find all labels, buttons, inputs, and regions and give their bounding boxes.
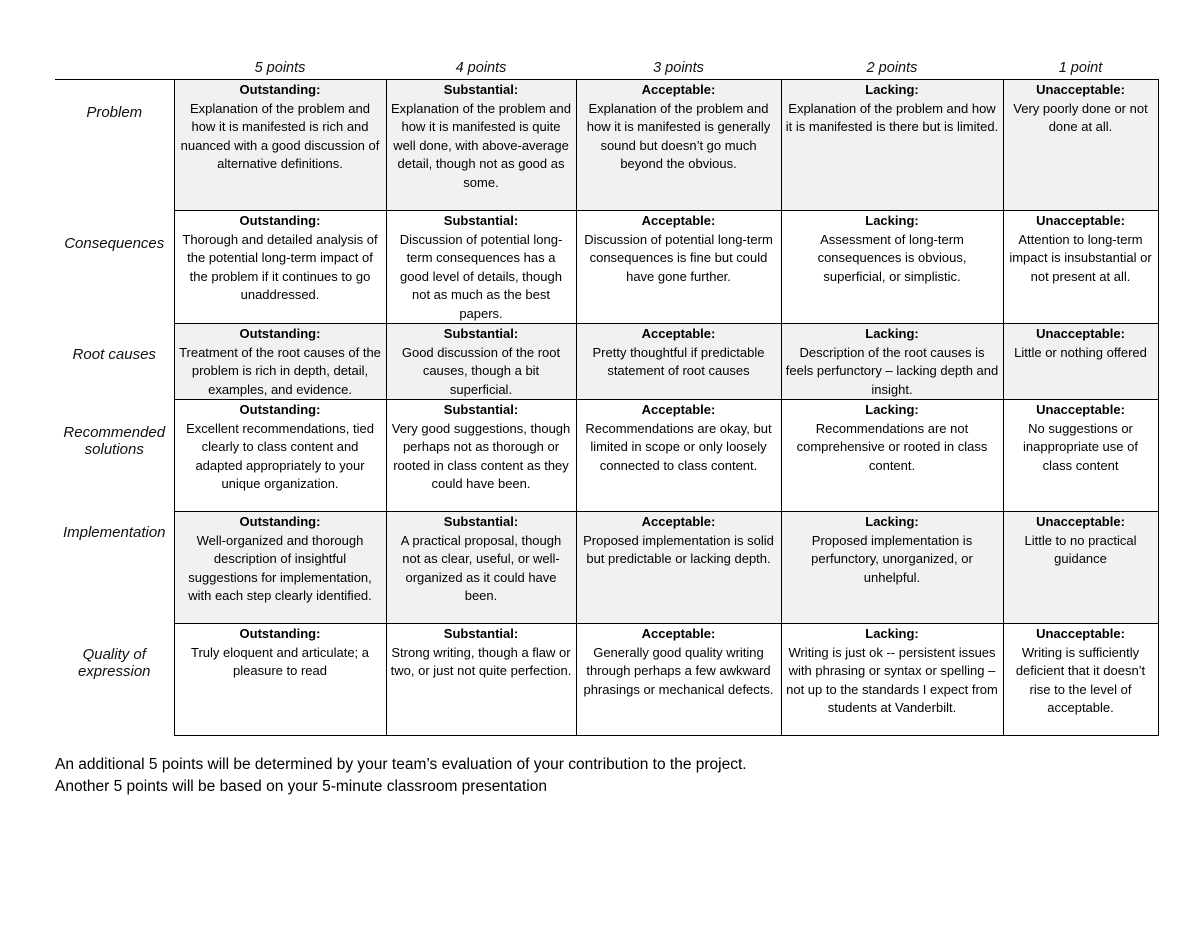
rubric-cell-unacceptable [1003, 400, 1158, 512]
rating-description: Proposed implementation is solid but predictable or lacking depth. [583, 532, 774, 566]
rating-label: Lacking: [865, 213, 919, 228]
footnote-presentation: Another 5 points will be based on your 5-minute classroom presentation [55, 778, 547, 795]
header-row [55, 53, 1158, 80]
header-2-points: 2 points [781, 53, 1003, 80]
rating-label: Substantial: [443, 514, 519, 529]
rating-description: Pretty thoughtful if predictable statement of root causes [592, 344, 765, 378]
rating-description: Well-organized and thorough description of insightful suggestions for implementation, with each step clearly identified. [188, 532, 372, 603]
rating-description: Thorough and detailed analysis of the potential long-term impact of the problem if it continues to go unaddressed. [182, 231, 378, 302]
rubric-cell-acceptable [576, 512, 781, 624]
rating-label: Outstanding: [239, 213, 321, 228]
rubric-cell-outstanding [174, 80, 386, 211]
rating-description: Strong writing, though a flaw or two, or just not quite perfection. [390, 644, 572, 678]
rating-description: Very poorly done or not done at all. [1013, 100, 1148, 134]
rating-label: Acceptable: [641, 82, 716, 97]
rating-description: No suggestions or inappropriate use of class content [1023, 420, 1138, 473]
rubric-cell-lacking [781, 624, 1003, 736]
rubric-cell-outstanding [174, 211, 386, 324]
rating-description: Explanation of the problem and how it is manifested is rich and nuanced with a good discussion of alternative definitions. [180, 100, 380, 171]
criterion-label: Quality of expression [77, 645, 151, 680]
rating-label: Unacceptable: [1036, 82, 1125, 97]
rating-label: Lacking: [865, 82, 919, 97]
rating-label: Outstanding: [239, 326, 321, 341]
rubric-cell-acceptable [576, 80, 781, 211]
rating-description: Discussion of potential long-term consequences is fine but could have gone further. [584, 231, 773, 284]
header-3-points: 3 points [576, 53, 781, 80]
criterion-label: Problem [86, 104, 143, 121]
rating-description: Little to no practical guidance [1024, 532, 1137, 566]
rubric-table [55, 53, 1159, 736]
rating-label: Unacceptable: [1036, 514, 1125, 529]
rubric-cell-unacceptable [1003, 624, 1158, 736]
rating-label: Lacking: [865, 514, 919, 529]
rating-description: Assessment of long-term consequences is obvious, superficial, or simplistic. [817, 231, 967, 284]
rating-label: Substantial: [443, 213, 519, 228]
rating-label: Unacceptable: [1036, 326, 1125, 341]
rubric-row [55, 624, 1158, 736]
rating-description: Recommendations are not comprehensive or rooted in class content. [796, 420, 988, 473]
rubric-row [55, 211, 1158, 324]
rubric-cell-outstanding [174, 400, 386, 512]
rating-label: Outstanding: [239, 82, 321, 97]
rating-description: Proposed implementation is perfunctory, unorganized, or unhelpful. [811, 532, 973, 585]
rubric-cell-unacceptable [1003, 80, 1158, 211]
rating-label: Outstanding: [239, 402, 321, 417]
rating-label: Lacking: [865, 402, 919, 417]
rubric-row [55, 400, 1158, 512]
rubric-cell-substantial [386, 512, 576, 624]
rating-description: Discussion of potential long-term consequences has a good level of details, though not as much as the best papers. [399, 231, 563, 321]
rating-label: Lacking: [865, 326, 919, 341]
rating-label: Acceptable: [641, 626, 716, 641]
rating-label: Outstanding: [239, 626, 321, 641]
rating-label: Acceptable: [641, 402, 716, 417]
rating-description: Attention to long-term impact is insubstantial or not present at all. [1009, 231, 1152, 284]
criterion-label: Implementation [62, 523, 166, 541]
rating-description: Description of the root causes is feels perfunctory – lacking depth and insight. [785, 344, 999, 397]
rating-description: Truly eloquent and articulate; a pleasure to read [190, 644, 369, 678]
corner-cell [55, 53, 174, 80]
rating-description: Explanation of the problem and how it is manifested is there but is limited. [785, 100, 999, 134]
rubric-cell-outstanding [174, 324, 386, 400]
rating-description: Generally good quality writing through perhaps a few awkward phrasings or mechanical defects. [583, 644, 774, 697]
rubric-cell-acceptable [576, 624, 781, 736]
header-1-point: 1 point [1003, 53, 1158, 80]
rating-label: Substantial: [443, 326, 519, 341]
rubric-cell-lacking [781, 324, 1003, 400]
rubric-cell-lacking [781, 80, 1003, 211]
rating-description: Explanation of the problem and how it is manifested is generally sound but doesn’t go much beyond the obvious. [586, 100, 771, 171]
rubric-row [55, 512, 1158, 624]
rubric-cell-substantial [386, 324, 576, 400]
rating-label: Substantial: [443, 82, 519, 97]
rubric-cell-substantial [386, 624, 576, 736]
rubric-cell-outstanding [174, 624, 386, 736]
rating-label: Lacking: [865, 626, 919, 641]
rating-label: Outstanding: [239, 514, 321, 529]
rating-label: Unacceptable: [1036, 213, 1125, 228]
rubric-cell-acceptable [576, 211, 781, 324]
rating-description: Little or nothing offered [1014, 344, 1147, 360]
rubric-cell-unacceptable [1003, 324, 1158, 400]
rating-description: Excellent recommendations, tied clearly to class content and adapted appropriately to your unique organization. [186, 420, 374, 491]
header-4-points: 4 points [386, 53, 576, 80]
rating-description: Explanation of the problem and how it is manifested is quite well done, with above-average detail, though not as good as some. [391, 100, 571, 190]
rubric-row [55, 80, 1158, 211]
rating-label: Substantial: [443, 626, 519, 641]
criterion-label: Root causes [72, 345, 156, 363]
criterion-label: Consequences [64, 234, 165, 252]
rating-label: Acceptable: [641, 326, 716, 341]
rubric-cell-unacceptable [1003, 512, 1158, 624]
rubric-cell-unacceptable [1003, 211, 1158, 324]
rating-description: Recommendations are okay, but limited in scope or only loosely connected to class content. [585, 420, 772, 473]
rubric-cell-lacking [781, 512, 1003, 624]
rating-description: A practical proposal, though not as clear, useful, or well-organized as it could have been. [400, 532, 562, 603]
rubric-cell-outstanding [174, 512, 386, 624]
rating-label: Acceptable: [641, 514, 716, 529]
rubric-cell-acceptable [576, 400, 781, 512]
rating-label: Substantial: [443, 402, 519, 417]
rating-description: Writing is sufficiently deficient that it doesn’t rise to the level of acceptable. [1015, 644, 1146, 715]
rating-description: Very good suggestions, though perhaps not as thorough or rooted in class content as they could have been. [391, 420, 571, 491]
rating-label: Unacceptable: [1036, 402, 1125, 417]
rubric-cell-acceptable [576, 324, 781, 400]
rating-description: Good discussion of the root causes, though a bit superficial. [401, 344, 561, 397]
criterion-label: Recommended solutions [63, 423, 166, 458]
header-5-points: 5 points [174, 53, 386, 80]
rubric-cell-lacking [781, 400, 1003, 512]
rubric-cell-substantial [386, 211, 576, 324]
rating-description: Writing is just ok -- persistent issues with phrasing or syntax or spelling – not up to the standards I expect from students at Vanderbilt. [786, 644, 998, 715]
rating-label: Unacceptable: [1036, 626, 1125, 641]
rating-label: Acceptable: [641, 213, 716, 228]
rubric-cell-substantial [386, 80, 576, 211]
rating-description: Treatment of the root causes of the problem is rich in depth, detail, examples, and evidence. [179, 344, 381, 397]
rubric-row [55, 324, 1158, 400]
footnote-team-evaluation: An additional 5 points will be determined by your team’s evaluation of your contribution to the project. [55, 756, 747, 773]
rubric-cell-substantial [386, 400, 576, 512]
rubric-cell-lacking [781, 211, 1003, 324]
